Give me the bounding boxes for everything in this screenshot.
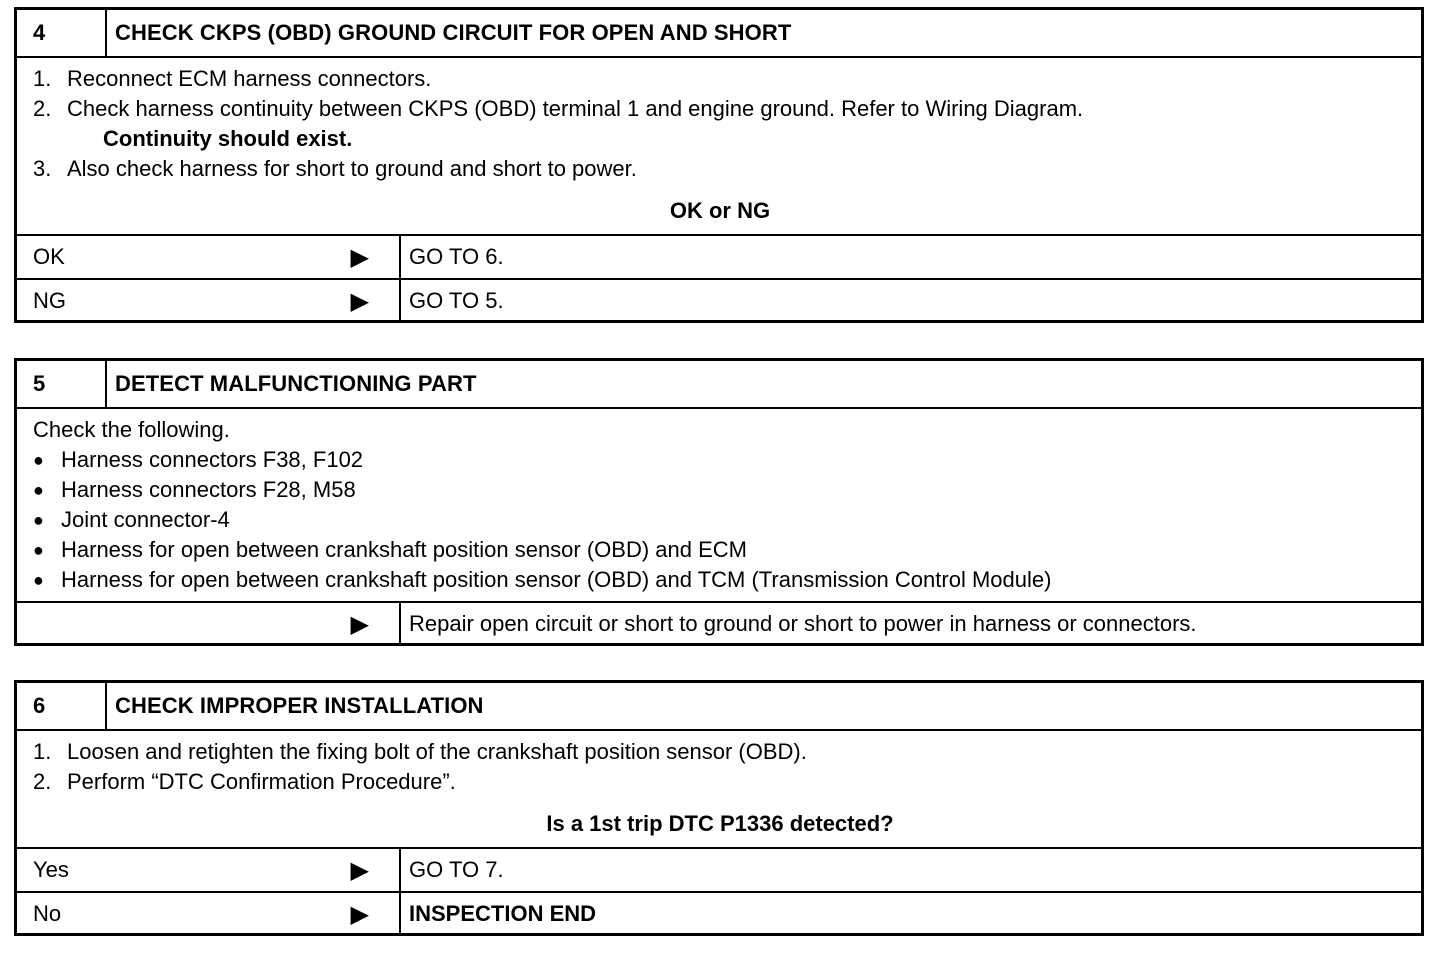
result-action: INSPECTION END [409,901,597,926]
bullet-text: Harness connectors F38, F102 [61,447,364,472]
result-label [17,236,401,278]
step-6-result-yes [17,847,1421,891]
result-label-text: Yes [33,857,69,882]
step-6-number: 6 [17,683,107,729]
item-number: 3. [33,156,52,181]
bullet-text: Harness for open between crankshaft position sensor (OBD) and TCM (Transmission Control Module) [61,567,1052,592]
step-4-title: CHECK CKPS (OBD) GROUND CIRCUIT FOR OPEN AND SHORT [115,20,792,45]
result-action: GO TO 6. [409,244,504,269]
step-5-number: 5 [17,361,107,407]
step-4-item [33,154,1407,184]
arrow-right-icon: ▶ [350,287,369,315]
result-label [17,849,401,891]
bullet-text: Harness connectors F28, M58 [61,477,356,502]
arrow-right-icon: ▶ [350,243,369,271]
item-number: 2. [33,96,52,121]
step-4-body [17,56,1421,234]
step-4-item [33,64,1407,94]
result-label-text: OK [33,244,65,269]
item-text: Also check harness for short to ground and short to power. [67,156,637,181]
bullet-text: Joint connector-4 [61,507,230,532]
step-6-body [17,729,1421,847]
step-6-item [33,767,1407,797]
bullet-text: Harness for open between crankshaft position sensor (OBD) and ECM [61,537,747,562]
step-5-bullet [33,475,1407,505]
step-6-item [33,737,1407,767]
step-4-header [17,10,1421,56]
item-number: 2. [33,769,52,794]
result-label [17,280,401,322]
result-label-text: NG [33,288,66,313]
step-5-body [17,407,1421,601]
step-4-item [33,94,1407,124]
result-action: Repair open circuit or short to ground or short to power in harness or connectors. [409,611,1197,636]
result-action: GO TO 5. [409,288,504,313]
item-text: Perform “DTC Confirmation Procedure”. [67,769,456,794]
step-5-bullet [33,565,1407,595]
bullet-icon: ● [33,480,44,500]
item-text: Reconnect ECM harness connectors. [67,66,432,91]
step-4-number: 4 [17,10,107,56]
item-number: 1. [33,739,52,764]
bullet-icon: ● [33,540,44,560]
step-5-bullet [33,535,1407,565]
bullet-icon: ● [33,510,44,530]
result-label [17,603,401,645]
step-6-table [14,680,1424,936]
item-number: 1. [33,66,52,91]
result-label [17,893,401,935]
bullet-icon: ● [33,450,44,470]
result-action: GO TO 7. [409,857,504,882]
step-6-question: Is a 1st trip DTC P1336 detected? [546,811,894,836]
step-5-header [17,361,1421,407]
step-5-bullet [33,445,1407,475]
step-5-bullet [33,505,1407,535]
step-6-title: CHECK IMPROPER INSTALLATION [115,693,484,718]
step-6-header [17,683,1421,729]
step-4-table [14,7,1424,323]
step-5-title: DETECT MALFUNCTIONING PART [115,371,477,396]
item-text: Check harness continuity between CKPS (OBD) terminal 1 and engine ground. Refer to Wiring Diagram. [67,96,1084,121]
step-5-result [17,601,1421,645]
step-4-result-ng [17,278,1421,322]
step-6-result-no [17,891,1421,935]
step-4-note: Continuity should exist. [103,126,353,151]
result-label-text: No [33,901,62,926]
step-4-result-ok [17,234,1421,278]
arrow-right-icon: ▶ [350,900,369,928]
arrow-right-icon: ▶ [350,856,369,884]
step-4-question: OK or NG [669,198,771,223]
item-text: Loosen and retighten the fixing bolt of the crankshaft position sensor (OBD). [67,739,807,764]
bullet-icon: ● [33,570,44,590]
step-5-intro: Check the following. [33,417,230,442]
arrow-right-icon: ▶ [350,610,369,638]
step-5-table [14,358,1424,646]
